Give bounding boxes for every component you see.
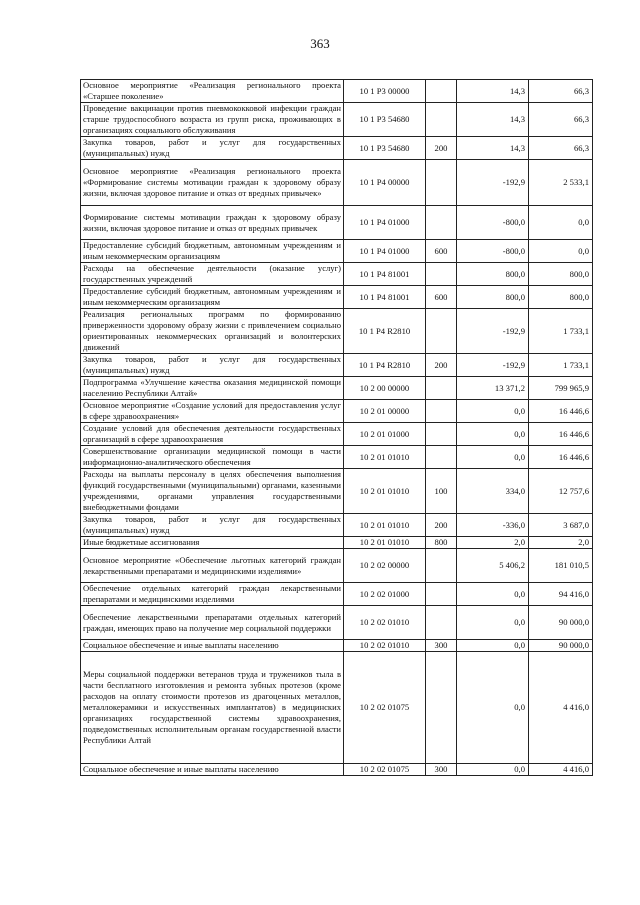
amount-total: 1 733,1 — [529, 354, 593, 377]
amount-total: 181 010,5 — [529, 549, 593, 583]
expense-type-code: 200 — [426, 514, 457, 537]
budget-table-body — [81, 80, 593, 776]
amount-total: 94 416,0 — [529, 583, 593, 606]
amount-total: 1 733,1 — [529, 309, 593, 354]
expense-type-code — [426, 652, 457, 764]
table-row — [81, 286, 593, 309]
budget-item-name: Закупка товаров, работ и услуг для государственных (муниципальных) нужд — [81, 514, 344, 537]
amount-change: 2,0 — [457, 537, 529, 549]
budget-classification-code: 10 1 P4 01000 — [344, 206, 426, 240]
budget-table — [80, 79, 593, 776]
budget-classification-code: 10 2 01 01010 — [344, 469, 426, 514]
expense-type-code — [426, 377, 457, 400]
amount-total: 800,0 — [529, 286, 593, 309]
expense-type-code — [426, 583, 457, 606]
expense-type-code — [426, 400, 457, 423]
table-row — [81, 80, 593, 103]
budget-classification-code: 10 2 01 00000 — [344, 400, 426, 423]
expense-type-code: 100 — [426, 469, 457, 514]
budget-classification-code: 10 2 02 01010 — [344, 640, 426, 652]
amount-total: 3 687,0 — [529, 514, 593, 537]
budget-classification-code: 10 1 P4 R2810 — [344, 309, 426, 354]
table-row — [81, 652, 593, 764]
budget-classification-code: 10 2 02 01000 — [344, 583, 426, 606]
budget-item-name: Проведение вакцинации против пневмококковой инфекции граждан старше трудоспособного возраста из групп риска, проживающих в организациях социального обслуживания — [81, 103, 344, 137]
expense-type-code — [426, 423, 457, 446]
amount-change: 0,0 — [457, 606, 529, 640]
budget-classification-code: 10 2 00 00000 — [344, 377, 426, 400]
budget-classification-code: 10 1 P3 54680 — [344, 137, 426, 160]
amount-change: 13 371,2 — [457, 377, 529, 400]
budget-classification-code: 10 2 01 01010 — [344, 537, 426, 549]
amount-change: 0,0 — [457, 583, 529, 606]
budget-item-name: Закупка товаров, работ и услуг для государственных (муниципальных) нужд — [81, 354, 344, 377]
table-row — [81, 606, 593, 640]
amount-change: 0,0 — [457, 764, 529, 776]
table-row — [81, 103, 593, 137]
table-row — [81, 764, 593, 776]
table-row — [81, 206, 593, 240]
table-row — [81, 446, 593, 469]
amount-total: 2,0 — [529, 537, 593, 549]
amount-total: 0,0 — [529, 206, 593, 240]
amount-change: 14,3 — [457, 80, 529, 103]
amount-change: 0,0 — [457, 652, 529, 764]
budget-item-name: Социальное обеспечение и иные выплаты населению — [81, 640, 344, 652]
amount-change: 334,0 — [457, 469, 529, 514]
amount-total: 66,3 — [529, 137, 593, 160]
budget-item-name: Социальное обеспечение и иные выплаты населению — [81, 764, 344, 776]
amount-total: 800,0 — [529, 263, 593, 286]
budget-item-name: Расходы на выплаты персоналу в целях обеспечения выполнения функций государственными (муниципальными) органами, казенными учреждениями, органами управления государственными внебюджетными фондами — [81, 469, 344, 514]
table-row — [81, 549, 593, 583]
expense-type-code — [426, 309, 457, 354]
budget-classification-code: 10 2 01 01010 — [344, 446, 426, 469]
budget-classification-code: 10 2 01 01010 — [344, 514, 426, 537]
amount-total: 0,0 — [529, 240, 593, 263]
amount-total: 16 446,6 — [529, 400, 593, 423]
amount-total: 66,3 — [529, 80, 593, 103]
table-row — [81, 240, 593, 263]
budget-classification-code: 10 1 P4 00000 — [344, 160, 426, 206]
amount-total: 12 757,6 — [529, 469, 593, 514]
amount-change: 0,0 — [457, 423, 529, 446]
table-row — [81, 160, 593, 206]
expense-type-code: 800 — [426, 537, 457, 549]
budget-classification-code: 10 1 P3 00000 — [344, 80, 426, 103]
expense-type-code: 600 — [426, 240, 457, 263]
budget-item-name: Формирование системы мотивации граждан к здоровому образу жизни, включая здоровое питание и отказ от вредных привычек — [81, 206, 344, 240]
budget-item-name: Иные бюджетные ассигнования — [81, 537, 344, 549]
budget-item-name: Предоставление субсидий бюджетным, автономным учреждениям и иным некоммерческим организациям — [81, 286, 344, 309]
table-row — [81, 354, 593, 377]
budget-item-name: Основное мероприятие «Реализация регионального проекта «Формирование системы мотивации граждан к здоровому образу жизни, включая здоровое питание и отказ от вредных привычек» — [81, 160, 344, 206]
table-row — [81, 137, 593, 160]
budget-classification-code: 10 1 P4 01000 — [344, 240, 426, 263]
budget-item-name: Основное мероприятие «Реализация регионального проекта «Старшее поколение» — [81, 80, 344, 103]
expense-type-code: 200 — [426, 137, 457, 160]
budget-item-name: Обеспечение лекарственными препаратами отдельных категорий граждан, имеющих право на получение мер социальной поддержки — [81, 606, 344, 640]
expense-type-code: 200 — [426, 354, 457, 377]
table-row — [81, 309, 593, 354]
amount-total: 90 000,0 — [529, 640, 593, 652]
budget-classification-code: 10 2 02 01010 — [344, 606, 426, 640]
budget-item-name: Закупка товаров, работ и услуг для государственных (муниципальных) нужд — [81, 137, 344, 160]
amount-change: -192,9 — [457, 309, 529, 354]
table-row — [81, 640, 593, 652]
expense-type-code — [426, 263, 457, 286]
expense-type-code — [426, 160, 457, 206]
expense-type-code — [426, 103, 457, 137]
table-row — [81, 423, 593, 446]
budget-classification-code: 10 1 P4 81001 — [344, 286, 426, 309]
table-row — [81, 514, 593, 537]
table-row — [81, 469, 593, 514]
table-row — [81, 400, 593, 423]
expense-type-code — [426, 80, 457, 103]
amount-total: 66,3 — [529, 103, 593, 137]
budget-classification-code: 10 2 01 01000 — [344, 423, 426, 446]
expense-type-code: 600 — [426, 286, 457, 309]
amount-total: 4 416,0 — [529, 764, 593, 776]
table-row — [81, 377, 593, 400]
expense-type-code: 300 — [426, 640, 457, 652]
amount-change: 0,0 — [457, 640, 529, 652]
budget-classification-code: 10 2 02 01075 — [344, 652, 426, 764]
amount-change: 800,0 — [457, 263, 529, 286]
budget-item-name: Меры социальной поддержки ветеранов труда и тружеников тыла в части бесплатного изготовления и ремонта зубных протезов (кроме расходов на оплату стоимости протезов из драгоценных металлов, металлокерамики и искусственных имплантатов) в медицинских организациях государственной системы здравоохранения, подведомственных исполнительным органам государственной власти Республики Алтай — [81, 652, 344, 764]
amount-total: 16 446,6 — [529, 446, 593, 469]
amount-change: 5 406,2 — [457, 549, 529, 583]
budget-item-name: Совершенствование организации медицинской помощи в части информационно-аналитического обеспечения — [81, 446, 344, 469]
amount-change: 800,0 — [457, 286, 529, 309]
budget-item-name: Основное мероприятие «Обеспечение льготных категорий граждан лекарственными препаратами и медицинскими изделиями» — [81, 549, 344, 583]
table-row — [81, 537, 593, 549]
budget-classification-code: 10 2 02 00000 — [344, 549, 426, 583]
amount-total: 799 965,9 — [529, 377, 593, 400]
budget-item-name: Расходы на обеспечение деятельности (оказание услуг) государственных учреждений — [81, 263, 344, 286]
page-number: 363 — [310, 36, 330, 51]
amount-change: 14,3 — [457, 103, 529, 137]
table-row — [81, 583, 593, 606]
amount-change: -336,0 — [457, 514, 529, 537]
budget-item-name: Обеспечение отдельных категорий граждан лекарственными препаратами и медицинскими изделиями — [81, 583, 344, 606]
budget-classification-code: 10 2 02 01075 — [344, 764, 426, 776]
budget-item-name: Создание условий для обеспечения деятельности государственных организаций в сфере здравоохранения — [81, 423, 344, 446]
budget-item-name: Реализация региональных программ по формированию приверженности здоровому образу жизни с привлечением социально ориентированных некоммерческих организаций и волонтерских движений — [81, 309, 344, 354]
amount-change: -800,0 — [457, 240, 529, 263]
expense-type-code — [426, 549, 457, 583]
expense-type-code — [426, 606, 457, 640]
budget-classification-code: 10 1 P3 54680 — [344, 103, 426, 137]
amount-total: 90 000,0 — [529, 606, 593, 640]
amount-change: -800,0 — [457, 206, 529, 240]
amount-change: 14,3 — [457, 137, 529, 160]
budget-classification-code: 10 1 P4 R2810 — [344, 354, 426, 377]
table-row — [81, 263, 593, 286]
expense-type-code — [426, 446, 457, 469]
amount-change: -192,9 — [457, 160, 529, 206]
budget-item-name: Основное мероприятие «Создание условий для предоставления услуг в сфере здравоохранения» — [81, 400, 344, 423]
amount-total: 4 416,0 — [529, 652, 593, 764]
budget-classification-code: 10 1 P4 81001 — [344, 263, 426, 286]
expense-type-code: 300 — [426, 764, 457, 776]
amount-change: 0,0 — [457, 400, 529, 423]
budget-item-name: Подпрограмма «Улучшение качества оказания медицинской помощи населению Республики Алтай» — [81, 377, 344, 400]
amount-total: 16 446,6 — [529, 423, 593, 446]
amount-change: -192,9 — [457, 354, 529, 377]
expense-type-code — [426, 206, 457, 240]
budget-item-name: Предоставление субсидий бюджетным, автономным учреждениям и иным некоммерческим организациям — [81, 240, 344, 263]
amount-change: 0,0 — [457, 446, 529, 469]
amount-total: 2 533,1 — [529, 160, 593, 206]
